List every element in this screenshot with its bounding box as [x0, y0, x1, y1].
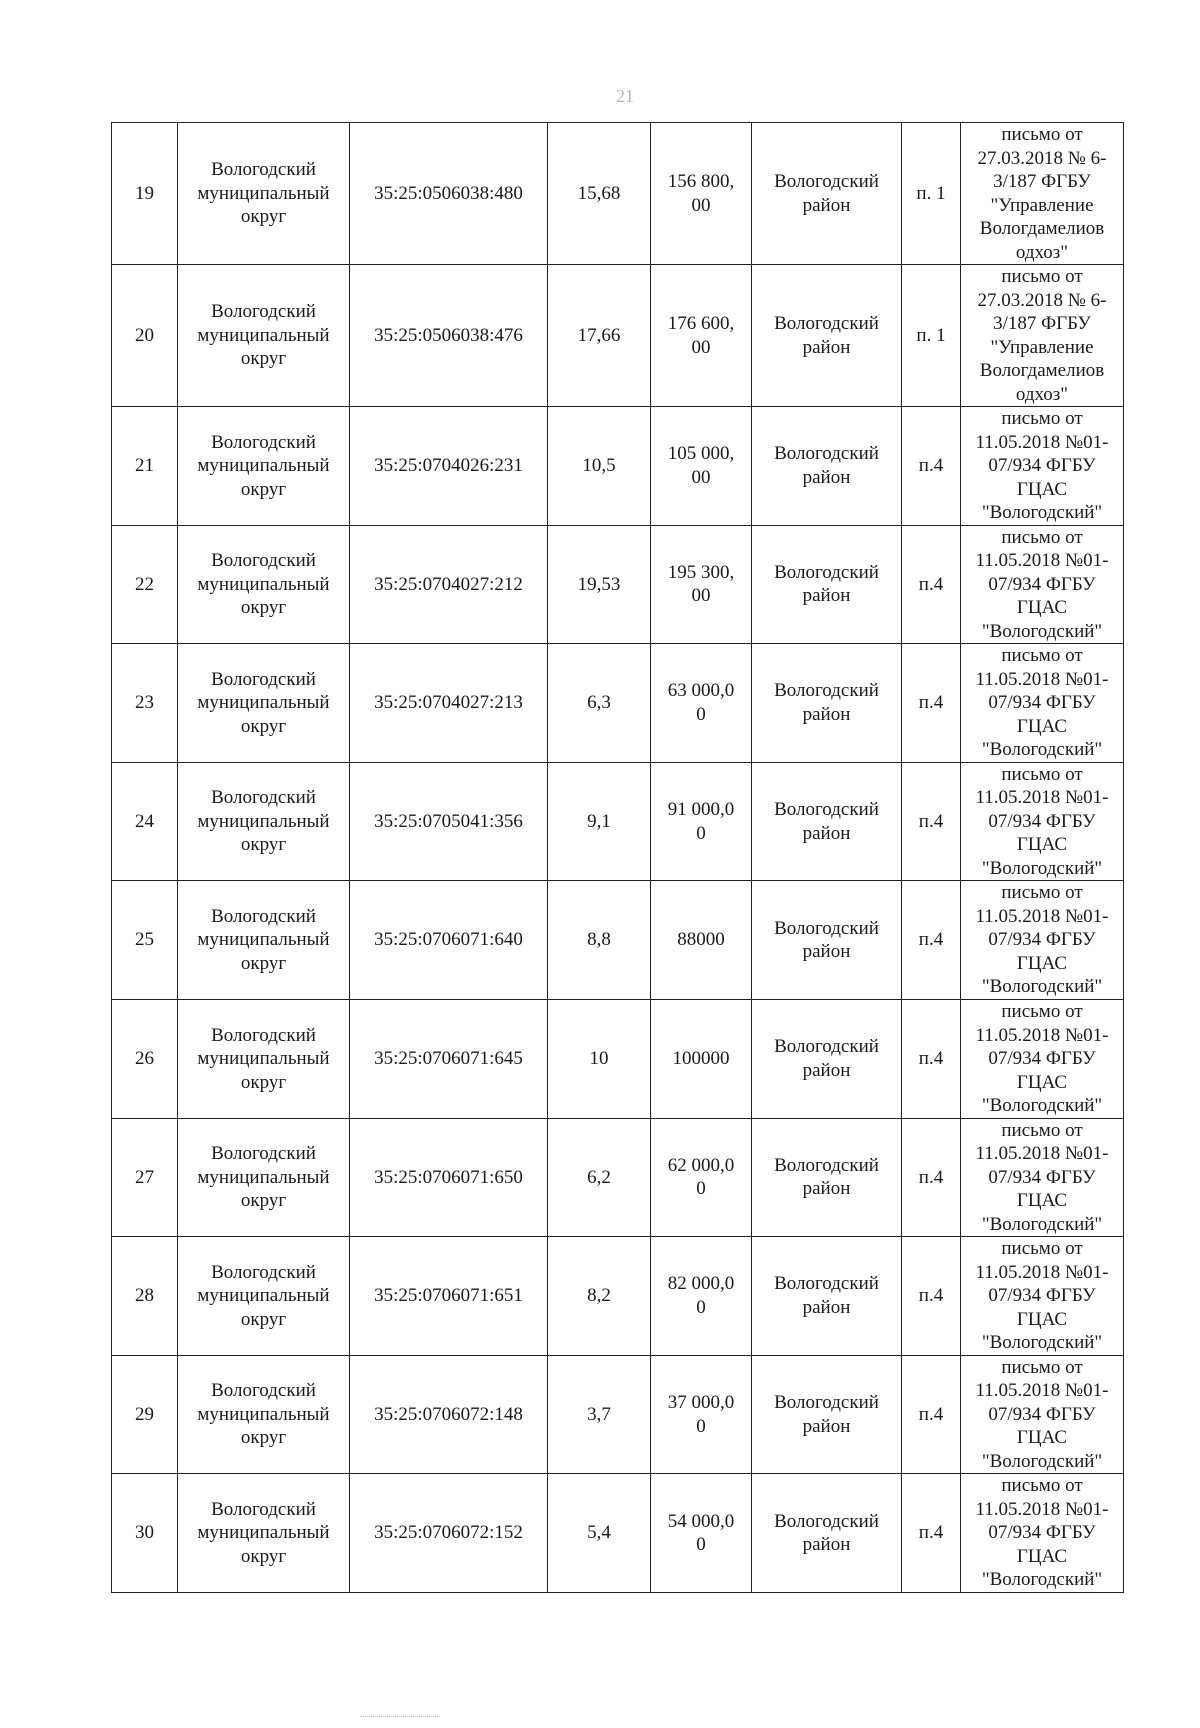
row-number-cell [112, 1355, 178, 1474]
area-cell [548, 1355, 651, 1474]
location-cell-text: Вологодский район [774, 1273, 879, 1318]
location-cell-text: Вологодский район [774, 313, 879, 358]
clause-cell [902, 644, 961, 763]
location-cell [752, 525, 902, 644]
basis-cell-text: письмо от 11.05.2018 №01- 07/934 ФГБУ ГЦАС "Вологодский" [975, 1356, 1109, 1472]
cadastral-number-cell [350, 1355, 548, 1474]
location-cell-text: Вологодский район [774, 917, 879, 963]
basis-cell-text: письмо от 11.05.2018 №01- 07/934 ФГБУ ГЦАС "Вологодский" [975, 645, 1109, 761]
owner-cell-text: Вологодский муниципальный округ [197, 668, 330, 737]
cost-cell [651, 762, 752, 881]
owner-cell [178, 881, 350, 1000]
cadastral-number-cell [350, 265, 548, 407]
basis-cell [961, 265, 1124, 407]
table-row [112, 265, 1124, 407]
basis-cell [961, 644, 1124, 763]
table-body [112, 123, 1124, 1593]
cadastral-number-cell-text: 35:25:0704027:212 [374, 573, 523, 595]
cadastral-number-cell-text: 35:25:0706071:645 [374, 1048, 523, 1070]
clause-cell [902, 1237, 961, 1356]
cost-cell-text: 195 300, 00 [667, 561, 735, 607]
location-cell-text: Вологодский район [774, 443, 879, 488]
location-cell-text: Вологодский район [774, 1036, 879, 1081]
row-number-cell [112, 1237, 178, 1356]
table-row [112, 1118, 1124, 1237]
row-number-cell-text: 19 [135, 182, 154, 204]
area-cell-text: 6,2 [587, 1166, 611, 1188]
row-number-cell-text: 30 [135, 1522, 154, 1544]
basis-cell [961, 881, 1124, 1000]
table-row [112, 762, 1124, 881]
cadastral-number-cell [350, 762, 548, 881]
cost-cell [651, 265, 752, 407]
location-cell [752, 644, 902, 763]
clause-cell [902, 1474, 961, 1593]
basis-cell [961, 1355, 1124, 1474]
owner-cell [178, 123, 350, 265]
clause-cell-text: п.4 [918, 1522, 944, 1544]
basis-cell-text: письмо от 27.03.2018 № 6- 3/187 ФГБУ "Управление Вологдамелиов одхоз" [977, 124, 1107, 263]
area-cell-text: 10,5 [582, 455, 616, 477]
scan-mark [360, 1716, 440, 1721]
area-cell [548, 1237, 651, 1356]
cadastral-number-cell-text: 35:25:0506038:476 [374, 324, 523, 346]
cadastral-number-cell [350, 1237, 548, 1356]
cost-cell-text: 63 000,0 0 [667, 680, 735, 725]
owner-cell [178, 762, 350, 881]
cost-cell [651, 1237, 752, 1356]
location-cell [752, 762, 902, 881]
owner-cell-text: Вологодский муниципальный округ [197, 159, 330, 228]
location-cell [752, 881, 902, 1000]
row-number-cell [112, 123, 178, 265]
clause-cell [902, 1355, 961, 1474]
row-number-cell-text: 28 [135, 1285, 154, 1307]
row-number-cell-text: 23 [135, 692, 154, 714]
row-number-cell-text: 29 [135, 1403, 154, 1425]
owner-cell-text: Вологодский муниципальный округ [197, 550, 330, 619]
location-cell-text: Вологодский район [774, 799, 879, 844]
area-cell-text: 6,3 [587, 692, 611, 714]
area-cell [548, 123, 651, 265]
cadastral-number-cell [350, 999, 548, 1118]
cost-cell-text: 37 000,0 0 [667, 1392, 735, 1437]
basis-cell [961, 999, 1124, 1118]
cost-cell-text: 156 800, 00 [667, 171, 735, 216]
area-cell-text: 10 [589, 1048, 609, 1070]
row-number-cell-text: 25 [135, 929, 154, 951]
area-cell-text: 17,66 [577, 324, 621, 346]
area-cell-text: 9,1 [587, 810, 611, 832]
basis-cell [961, 1237, 1124, 1356]
cadastral-number-cell [350, 1118, 548, 1237]
row-number-cell-text: 20 [135, 324, 154, 346]
cost-cell [651, 1118, 752, 1237]
table-row [112, 1474, 1124, 1593]
owner-cell [178, 407, 350, 526]
table-row [112, 407, 1124, 526]
page-number: 21 [616, 86, 634, 106]
table-row [112, 881, 1124, 1000]
owner-cell [178, 644, 350, 763]
row-number-cell [112, 762, 178, 881]
clause-cell-text: п. 1 [916, 324, 946, 346]
cadastral-number-cell [350, 525, 548, 644]
area-cell [548, 644, 651, 763]
row-number-cell [112, 644, 178, 763]
table-row [112, 1237, 1124, 1356]
location-cell [752, 407, 902, 526]
cadastral-number-cell-text: 35:25:0706072:152 [374, 1522, 523, 1544]
cost-cell-text: 176 600, 00 [667, 313, 735, 358]
basis-cell [961, 1474, 1124, 1593]
area-cell [548, 1474, 651, 1593]
location-cell [752, 1237, 902, 1356]
cost-cell [651, 525, 752, 644]
area-cell [548, 762, 651, 881]
basis-cell-text: письмо от 11.05.2018 №01- 07/934 ФГБУ ГЦАС "Вологодский" [975, 526, 1109, 642]
basis-cell-text: письмо от 11.05.2018 №01- 07/934 ФГБУ ГЦАС "Вологодский" [975, 1238, 1109, 1354]
cadastral-number-cell-text: 35:25:0706071:651 [374, 1285, 523, 1307]
clause-cell [902, 407, 961, 526]
owner-cell-text: Вологодский муниципальный округ [197, 1380, 330, 1449]
area-cell [548, 1118, 651, 1237]
location-cell-text: Вологодский район [774, 1154, 879, 1200]
basis-cell-text: письмо от 11.05.2018 №01- 07/934 ФГБУ ГЦАС "Вологодский" [975, 1119, 1109, 1235]
land-plots-table [111, 122, 1124, 1593]
area-cell-text: 8,2 [587, 1285, 611, 1307]
cadastral-number-cell-text: 35:25:0706071:640 [374, 929, 523, 951]
clause-cell [902, 123, 961, 265]
row-number-cell [112, 999, 178, 1118]
location-cell [752, 1118, 902, 1237]
owner-cell-text: Вологодский муниципальный округ [197, 301, 330, 370]
area-cell [548, 881, 651, 1000]
row-number-cell-text: 21 [135, 455, 154, 477]
row-number-cell [112, 525, 178, 644]
owner-cell [178, 525, 350, 644]
cadastral-number-cell-text: 35:25:0704026:231 [374, 455, 523, 477]
clause-cell-text: п.4 [918, 1285, 944, 1307]
cost-cell [651, 1474, 752, 1593]
cadastral-number-cell [350, 644, 548, 763]
area-cell-text: 15,68 [577, 182, 621, 204]
table-row [112, 1355, 1124, 1474]
owner-cell-text: Вологодский муниципальный округ [197, 787, 330, 856]
basis-cell-text: письмо от 11.05.2018 №01- 07/934 ФГБУ ГЦАС "Вологодский" [975, 1475, 1109, 1591]
cost-cell-text: 91 000,0 0 [667, 799, 735, 844]
owner-cell [178, 1118, 350, 1237]
basis-cell-text: письмо от 11.05.2018 №01- 07/934 ФГБУ ГЦАС "Вологодский" [975, 882, 1109, 998]
owner-cell [178, 1355, 350, 1474]
cost-cell-text: 88000 [677, 929, 725, 951]
cost-cell-text: 105 000, 00 [667, 443, 735, 488]
cost-cell-text: 100000 [672, 1048, 730, 1070]
location-cell-text: Вологодский район [774, 171, 879, 216]
owner-cell-text: Вологодский муниципальный округ [197, 431, 330, 500]
basis-cell [961, 407, 1124, 526]
cost-cell [651, 123, 752, 265]
cost-cell [651, 999, 752, 1118]
owner-cell-text: Вологодский муниципальный округ [197, 905, 330, 974]
basis-cell-text: письмо от 11.05.2018 №01- 07/934 ФГБУ ГЦАС "Вологодский" [975, 408, 1109, 524]
cost-cell [651, 1355, 752, 1474]
table-row [112, 123, 1124, 265]
clause-cell-text: п.4 [918, 1048, 944, 1070]
table-row [112, 644, 1124, 763]
clause-cell-text: п.4 [918, 929, 944, 951]
area-cell [548, 407, 651, 526]
location-cell-text: Вологодский район [774, 1392, 879, 1437]
owner-cell [178, 999, 350, 1118]
clause-cell-text: п.4 [918, 692, 944, 714]
basis-cell-text: письмо от 27.03.2018 № 6- 3/187 ФГБУ "Управление Вологдамелиов одхоз" [977, 266, 1107, 405]
location-cell [752, 999, 902, 1118]
cost-cell [651, 881, 752, 1000]
cost-cell-text: 62 000,0 0 [667, 1154, 735, 1200]
row-number-cell [112, 881, 178, 1000]
row-number-cell [112, 265, 178, 407]
basis-cell-text: письмо от 11.05.2018 №01- 07/934 ФГБУ ГЦАС "Вологодский" [975, 763, 1109, 879]
area-cell-text: 5,4 [587, 1522, 611, 1544]
basis-cell-text: письмо от 11.05.2018 №01- 07/934 ФГБУ ГЦАС "Вологодский" [975, 1001, 1109, 1117]
clause-cell-text: п. 1 [916, 182, 946, 204]
clause-cell-text: п.4 [918, 1166, 944, 1188]
row-number-cell [112, 407, 178, 526]
cadastral-number-cell [350, 1474, 548, 1593]
basis-cell [961, 1118, 1124, 1237]
location-cell [752, 123, 902, 265]
cadastral-number-cell [350, 123, 548, 265]
cadastral-number-cell-text: 35:25:0706071:650 [374, 1166, 523, 1188]
cadastral-number-cell-text: 35:25:0706072:148 [374, 1403, 523, 1425]
cost-cell [651, 407, 752, 526]
owner-cell-text: Вологодский муниципальный округ [197, 1498, 330, 1567]
cadastral-number-cell-text: 35:25:0705041:356 [374, 810, 523, 832]
cadastral-number-cell-text: 35:25:0506038:480 [374, 182, 523, 204]
cadastral-number-cell [350, 407, 548, 526]
clause-cell-text: п.4 [918, 455, 944, 477]
clause-cell [902, 1118, 961, 1237]
owner-cell-text: Вологодский муниципальный округ [197, 1261, 330, 1330]
basis-cell [961, 762, 1124, 881]
cadastral-number-cell-text: 35:25:0704027:213 [374, 692, 523, 714]
area-cell-text: 8,8 [587, 929, 611, 951]
owner-cell [178, 1237, 350, 1356]
location-cell [752, 1355, 902, 1474]
table-row [112, 525, 1124, 644]
cost-cell-text: 54 000,0 0 [667, 1510, 735, 1556]
clause-cell-text: п.4 [918, 1403, 944, 1425]
clause-cell [902, 881, 961, 1000]
basis-cell [961, 525, 1124, 644]
clause-cell [902, 999, 961, 1118]
area-cell [548, 525, 651, 644]
cost-cell-text: 82 000,0 0 [667, 1273, 735, 1318]
row-number-cell [112, 1118, 178, 1237]
clause-cell-text: п.4 [918, 573, 944, 595]
location-cell-text: Вологодский район [774, 1510, 879, 1556]
clause-cell-text: п.4 [918, 810, 944, 832]
owner-cell [178, 265, 350, 407]
table-row [112, 999, 1124, 1118]
row-number-cell-text: 22 [135, 573, 154, 595]
basis-cell [961, 123, 1124, 265]
row-number-cell-text: 26 [135, 1048, 154, 1070]
row-number-cell-text: 27 [135, 1166, 154, 1188]
owner-cell-text: Вологодский муниципальный округ [197, 1024, 330, 1093]
owner-cell-text: Вологодский муниципальный округ [197, 1143, 330, 1212]
clause-cell [902, 762, 961, 881]
location-cell-text: Вологодский район [774, 680, 879, 725]
area-cell-text: 19,53 [577, 573, 621, 595]
area-cell [548, 999, 651, 1118]
location-cell [752, 1474, 902, 1593]
location-cell [752, 265, 902, 407]
location-cell-text: Вологодский район [774, 561, 879, 607]
clause-cell [902, 525, 961, 644]
cadastral-number-cell [350, 881, 548, 1000]
owner-cell [178, 1474, 350, 1593]
area-cell [548, 265, 651, 407]
area-cell-text: 3,7 [587, 1403, 611, 1425]
cost-cell [651, 644, 752, 763]
clause-cell [902, 265, 961, 407]
row-number-cell [112, 1474, 178, 1593]
row-number-cell-text: 24 [135, 810, 154, 832]
